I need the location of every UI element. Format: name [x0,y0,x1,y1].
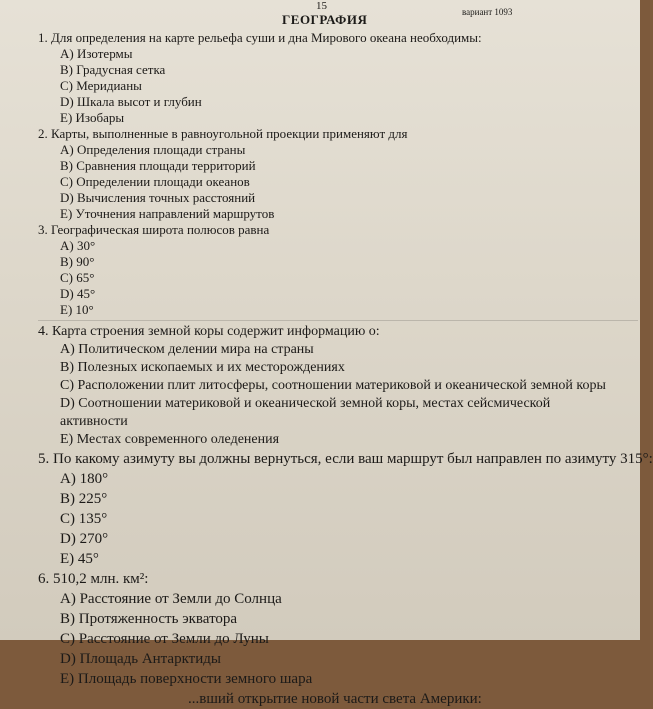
answer-option: C) 65° [60,270,95,285]
answer-option: D) 270° [60,531,109,547]
question-text: 1. Для определения на карте рельефа суши и дна Мирового океана необходимы: [38,30,482,45]
answer-option: D) Соотношении материковой и океанической земной коры, местах сейсмической [60,396,551,411]
answer-option: C) 135° [60,511,108,527]
answer-option: E) 10° [60,302,94,317]
answer-option: A) Изотермы [60,46,133,61]
question-2 [38,126,638,222]
question-text: 3. Географическая широта полюсов равна [38,222,270,237]
question-text: 4. Карта строения земной коры содержит информацию о: [38,324,380,339]
divider [38,320,638,321]
answer-option: A) Политическом делении мира на страны [60,342,314,357]
answer-option: C) Определении площади океанов [60,174,250,189]
answer-option: E) Уточнения направлений маршрутов [60,206,275,221]
answer-option: B) 90° [60,254,95,269]
answer-option: D) 45° [60,286,96,301]
answer-option: C) Меридианы [60,78,142,93]
answer-option: A) 180° [60,471,109,487]
question-6 [38,569,638,689]
answer-option-continuation: активности [60,414,128,429]
answer-option: E) Площадь поверхности земного шара [60,671,313,687]
answer-option: B) Сравнения площади территорий [60,158,256,173]
page-number: 15 [316,0,327,12]
answer-option: A) 30° [60,238,96,253]
question-3 [38,222,638,318]
page-title: ГЕОГРАФИЯ [282,12,368,27]
answer-option: D) Площадь Антарктиды [60,651,221,667]
answer-option: B) 225° [60,491,108,507]
variant-label: вариант 1093 [462,7,513,17]
answer-option: E) Изобары [60,110,125,125]
question-text: 5. По какому азимуту вы должны вернуться, если ваш маршрут был направлен по азимуту 315°: [38,451,653,467]
question-5 [38,449,653,569]
question-4 [38,323,638,449]
answer-option: B) Полезных ископаемых и их месторождениях [60,360,345,375]
answer-option: D) Шкала высот и глубин [60,94,202,109]
answer-option: C) Расположении плит литосферы, соотношении материковой и океанической земной коры [60,378,606,393]
answer-option: B) Протяженность экватора [60,611,238,627]
answer-option: E) Местах современного оледенения [60,432,280,447]
question-text: 2. Карты, выполненные в равноугольной проекции применяют для [38,126,408,141]
answer-option: A) Расстояние от Земли до Солнца [60,591,282,607]
question-text: 6. 510,2 млн. км²: [38,571,149,587]
answer-option: B) Градусная сетка [60,62,166,77]
answer-option: E) 45° [60,551,99,567]
answer-option: D) Вычисления точных расстояний [60,190,256,205]
cutoff-question-text: ...вший открытие новой части света Америки: [188,691,482,707]
questions-list [38,30,653,709]
answer-option: A) Определения площади страны [60,142,246,157]
question-1 [38,30,638,126]
answer-option: C) Расстояние от Земли до Луны [60,631,269,647]
